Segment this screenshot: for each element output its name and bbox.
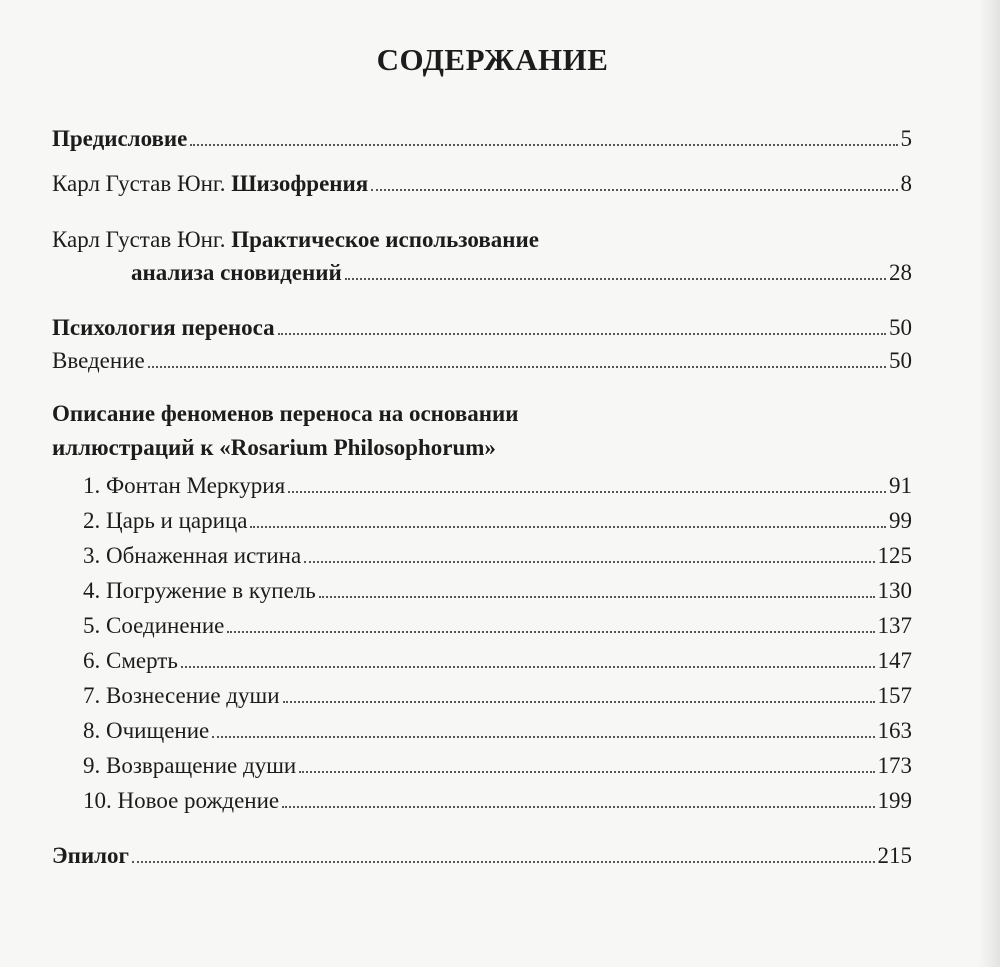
toc-entry-label: 5. Соединение <box>83 613 225 638</box>
section-heading-line2: иллюстраций к «Rosarium Philosophorum» <box>52 435 496 460</box>
toc-page-number: 50 <box>889 348 912 373</box>
toc-entry-chapter[interactable] <box>83 577 912 605</box>
toc-page-number: 28 <box>889 260 912 285</box>
toc-entry-label: Введение <box>52 348 145 373</box>
toc-page-number: 99 <box>889 508 912 533</box>
toc-entry-epilogue[interactable] <box>52 842 912 870</box>
toc-page-number: 173 <box>877 753 912 778</box>
toc-page-number: 199 <box>877 788 912 813</box>
dot-leader <box>278 333 886 335</box>
dot-leader <box>304 561 874 563</box>
toc-page-number: 137 <box>877 613 912 638</box>
toc-entry-author: Карл Густав Юнг. <box>52 171 226 196</box>
dot-leader <box>299 771 874 773</box>
toc-entry-label: 10. Новое рождение <box>83 788 280 813</box>
toc-entry-label: 3. Обнаженная истина <box>83 543 302 568</box>
toc-entry-label: 2. Царь и царица <box>83 508 248 533</box>
toc-entry-label: Психология переноса <box>52 315 275 340</box>
toc-page-number: 157 <box>877 683 912 708</box>
toc-page-number: 215 <box>877 843 912 868</box>
section-heading-line1: Описание феноменов переноса на основании <box>52 401 519 426</box>
toc-page-number: 130 <box>877 578 912 603</box>
toc-entry-schizophrenia[interactable] <box>52 170 912 198</box>
dot-leader <box>190 144 897 146</box>
toc-entry-dream-analysis-line1[interactable] <box>52 226 539 254</box>
dot-leader <box>319 596 875 598</box>
dot-leader <box>282 806 874 808</box>
dot-leader <box>345 278 886 280</box>
toc-entry-author: Карл Густав Юнг. <box>52 227 226 252</box>
toc-entry-chapter[interactable] <box>83 612 912 640</box>
dot-leader <box>288 491 886 493</box>
dot-leader <box>227 631 874 633</box>
dot-leader <box>148 366 886 368</box>
toc-entry-label <box>52 170 368 198</box>
toc-entry-label: 8. Очищение <box>83 718 210 743</box>
toc-entry-label: 9. Возвращение души <box>83 753 297 778</box>
toc-page-number: 8 <box>900 171 912 196</box>
toc-entry-chapter[interactable] <box>83 752 912 780</box>
toc-page-number: 163 <box>877 718 912 743</box>
toc-entry-label: 6. Смерть <box>83 648 178 673</box>
page-title: СОДЕРЖАНИЕ <box>376 42 609 77</box>
dot-leader <box>181 666 875 668</box>
toc-page-number: 147 <box>877 648 912 673</box>
toc-entry-chapter[interactable] <box>83 717 912 745</box>
toc-entry-dream-analysis[interactable] <box>131 259 912 287</box>
dot-leader <box>250 526 886 528</box>
dot-leader <box>283 701 875 703</box>
toc-entry-title-continued: анализа сновидений <box>131 260 342 285</box>
dot-leader <box>212 736 874 738</box>
toc-entry-chapter[interactable] <box>83 507 912 535</box>
toc-entry-label: Эпилог <box>52 843 129 868</box>
toc-entry-preface[interactable] <box>52 125 912 153</box>
page-edge-shadow <box>978 0 1000 967</box>
toc-entry-label: Предисловие <box>52 126 188 151</box>
toc-entry-label: 7. Вознесение души <box>83 683 280 708</box>
toc-page-number: 91 <box>889 473 912 498</box>
toc-entry-title: Практическое использование <box>231 227 539 252</box>
toc-entry-chapter[interactable] <box>83 787 912 815</box>
toc-entry-label: 4. Погружение в купель <box>83 578 316 603</box>
toc-entry-chapter[interactable] <box>83 682 912 710</box>
toc-entry-title: Шизофрения <box>231 171 369 196</box>
toc-entry-label: 1. Фонтан Меркурия <box>83 473 286 498</box>
toc-page-number: 125 <box>877 543 912 568</box>
toc-entry-introduction[interactable] <box>52 347 912 375</box>
toc-entry-chapter[interactable] <box>83 647 912 675</box>
toc-entry-transference-psychology[interactable] <box>52 314 912 342</box>
toc-page-number: 50 <box>889 315 912 340</box>
dot-leader <box>371 189 897 191</box>
dot-leader <box>132 861 875 863</box>
toc-page-number: 5 <box>900 126 912 151</box>
toc-entry-chapter[interactable] <box>83 542 912 570</box>
toc-entry-chapter[interactable] <box>83 472 912 500</box>
